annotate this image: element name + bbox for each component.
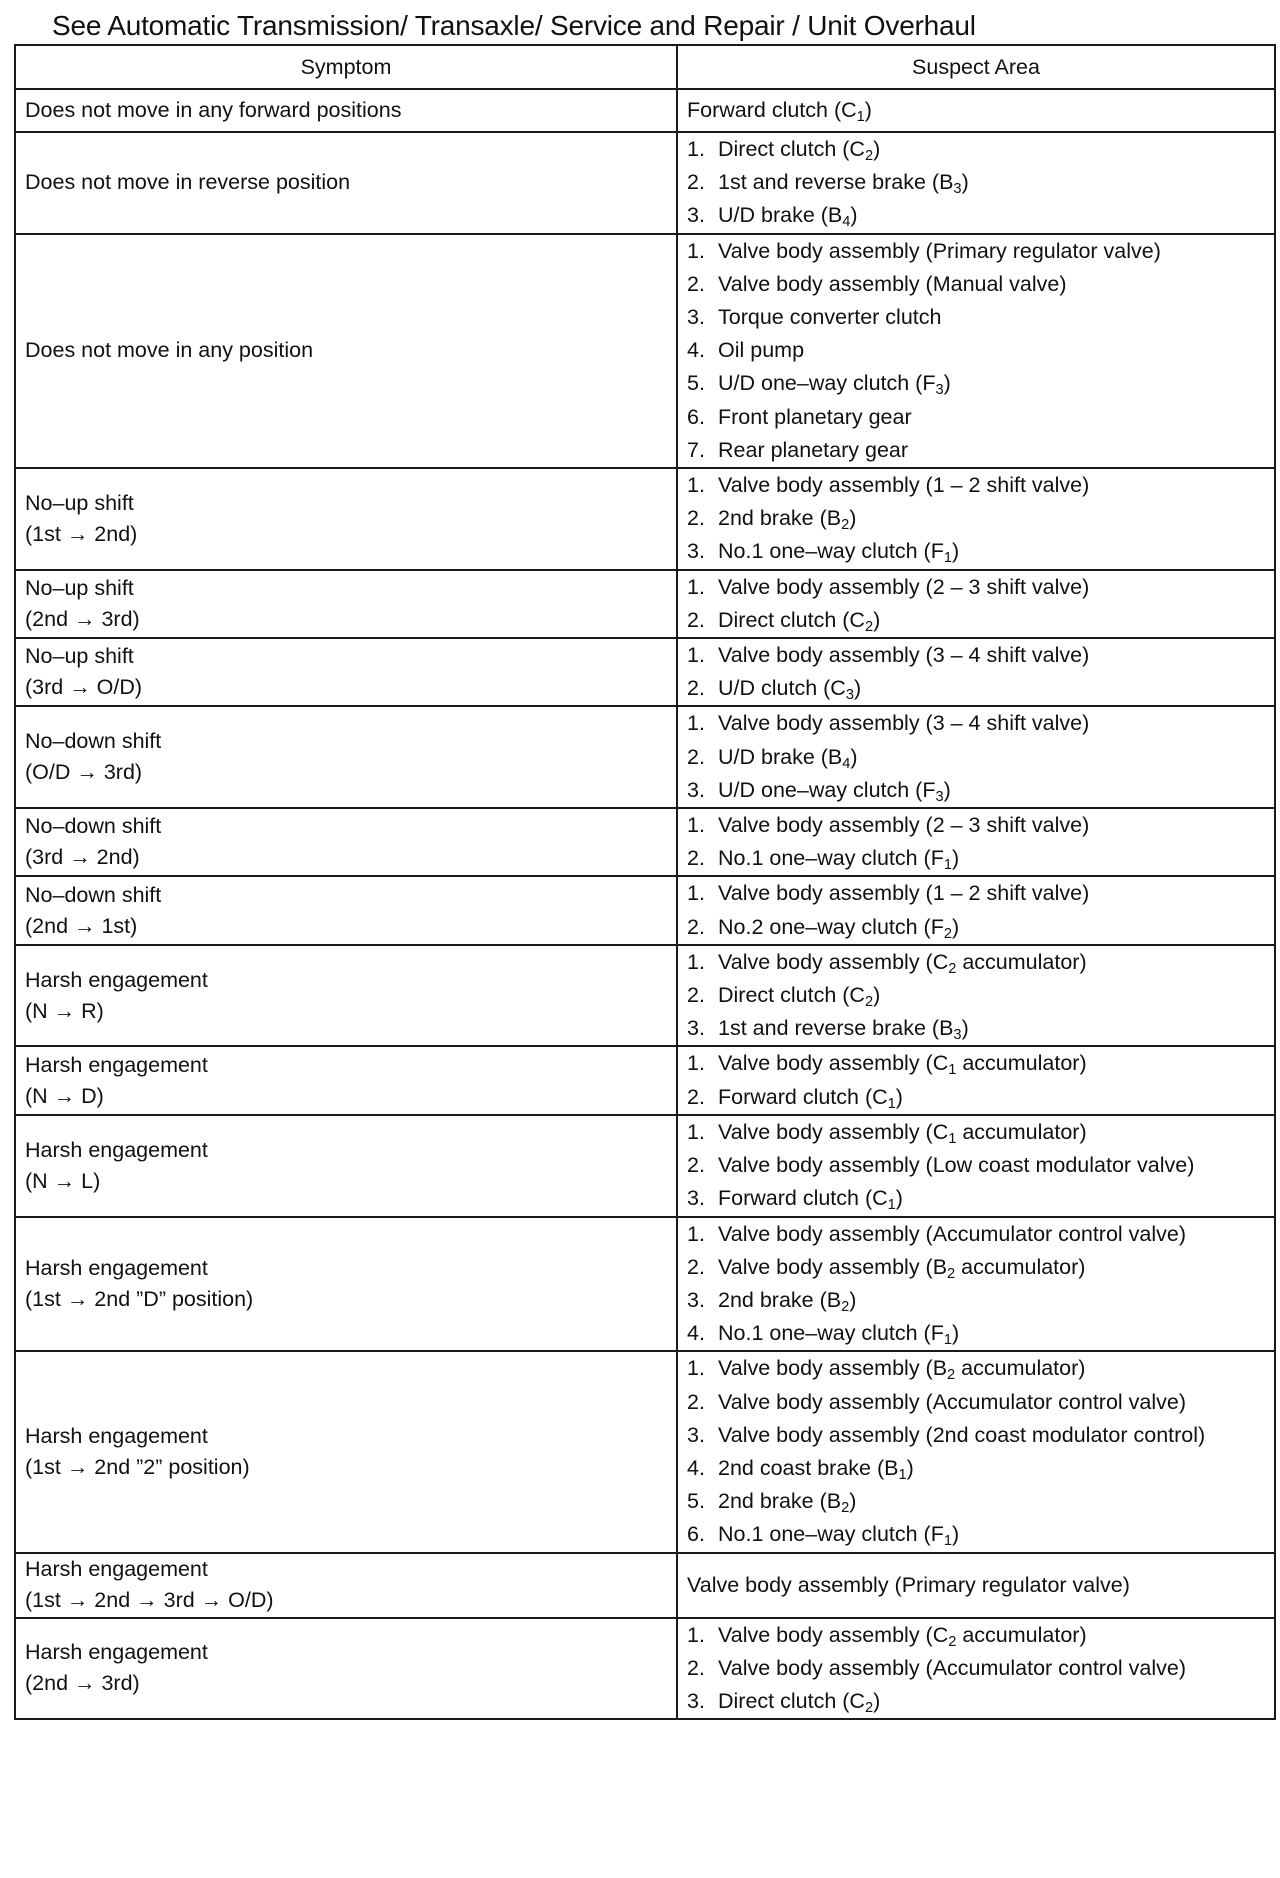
suspect-area-cell xyxy=(677,638,1275,706)
component-subscript: 1 xyxy=(948,1130,957,1147)
suspect-area-text: Oil pump xyxy=(718,338,805,363)
list-item-number: 2. xyxy=(687,846,705,871)
page-heading: See Automatic Transmission/ Transaxle/ Service and Repair / Unit Overhaul xyxy=(52,10,976,41)
suspect-area-list xyxy=(687,571,1274,637)
symptom-cell xyxy=(15,1046,677,1114)
table-row xyxy=(15,638,1275,706)
suspect-area-text-suffix: accumulator) xyxy=(955,1254,1086,1279)
list-item-number: 1. xyxy=(687,949,705,974)
symptom-text: No–down shift xyxy=(25,729,162,754)
list-item xyxy=(687,334,1274,367)
suspect-area-text: Valve body assembly (1 – 2 shift valve) xyxy=(718,881,1090,906)
suspect-area-list xyxy=(687,1218,1274,1351)
suspect-area-text: Valve body assembly (3 – 4 shift valve) xyxy=(718,643,1090,668)
suspect-area-text: No.2 one–way clutch (F xyxy=(718,914,944,939)
list-item-number: 1. xyxy=(687,1356,705,1381)
suspect-area-text-suffix: ) xyxy=(952,1522,960,1547)
suspect-area-cell xyxy=(677,1115,1275,1217)
suspect-area-text: U/D brake (B xyxy=(718,203,843,228)
symptom-cell xyxy=(15,234,677,468)
suspect-area-text-suffix: ) xyxy=(952,914,960,939)
list-item-number: 6. xyxy=(687,404,705,429)
list-item-number: 1. xyxy=(687,238,705,263)
list-item-number: 3. xyxy=(687,203,705,228)
table-row xyxy=(15,945,1275,1047)
list-item xyxy=(687,672,1274,705)
suspect-area-text: 2nd brake (B xyxy=(718,506,842,531)
list-item xyxy=(687,741,1274,774)
suspect-area-text-suffix: ) xyxy=(873,1688,881,1713)
suspect-area-text-suffix: ) xyxy=(943,371,951,396)
list-item-number: 7. xyxy=(687,437,705,462)
symptom-text: (2nd → 1st) xyxy=(25,913,138,938)
symptom-cell xyxy=(15,468,677,570)
suspect-area-cell xyxy=(677,1351,1275,1552)
symptom-text: Harsh engagement xyxy=(25,1423,208,1448)
component-subscript: 2 xyxy=(864,618,874,635)
symptom-text: Harsh engagement xyxy=(25,967,208,992)
component-subscript: 3 xyxy=(935,788,944,805)
list-item-number: 3. xyxy=(687,1688,705,1713)
symptom-text: Harsh engagement xyxy=(25,1137,208,1162)
list-item xyxy=(687,166,1274,199)
symptom-text: (3rd → O/D) xyxy=(25,675,143,700)
symptom-text: (N → D) xyxy=(25,1083,104,1108)
list-item xyxy=(687,1352,1274,1385)
list-item xyxy=(687,1317,1274,1350)
list-item xyxy=(687,1452,1274,1485)
table-row xyxy=(15,234,1275,468)
table-row xyxy=(15,132,1275,234)
list-item-number: 2. xyxy=(687,1254,705,1279)
suspect-area-text: Valve body assembly (Accumulator control valve) xyxy=(718,1655,1187,1680)
suspect-area-text: Valve body assembly (Accumulator control valve) xyxy=(718,1221,1187,1246)
symptom-text: (1st → 2nd → 3rd → O/D) xyxy=(25,1588,274,1613)
list-item-number: 2. xyxy=(687,1153,705,1178)
symptom-cell xyxy=(15,876,677,944)
suspect-area-cell xyxy=(677,706,1275,808)
table-row xyxy=(15,1553,1275,1618)
list-item xyxy=(687,469,1274,502)
suspect-area-list xyxy=(687,1352,1274,1551)
list-item-number: 2. xyxy=(687,607,705,632)
list-item xyxy=(687,639,1274,672)
list-item-number: 2. xyxy=(687,271,705,296)
suspect-area-text: 1st and reverse brake (B xyxy=(718,1016,954,1041)
list-item xyxy=(687,1182,1274,1215)
suspect-area-text-suffix: accumulator) xyxy=(956,949,1087,974)
symptom-text: (1st → 2nd ”2” position) xyxy=(25,1454,250,1479)
list-item-number: 3. xyxy=(687,539,705,564)
symptom-text: (3rd → 2nd) xyxy=(25,845,140,870)
suspect-area-text: Valve body assembly (3 – 4 shift valve) xyxy=(718,711,1090,736)
component-subscript: 2 xyxy=(947,1265,956,1282)
list-item xyxy=(687,1218,1274,1251)
symptom-text: (2nd → 3rd) xyxy=(25,606,140,631)
symptom-cell xyxy=(15,706,677,808)
suspect-area-text-suffix: ) xyxy=(952,539,960,564)
list-item-number: 2. xyxy=(687,744,705,769)
suspect-area-text-suffix: ) xyxy=(961,1016,969,1041)
list-item xyxy=(687,1685,1274,1718)
suspect-area-text-suffix: ) xyxy=(943,777,951,802)
list-item-number: 1. xyxy=(687,1221,705,1246)
list-item-number: 1. xyxy=(687,137,705,161)
suspect-area-text: Valve body assembly (Accumulator control valve) xyxy=(718,1389,1187,1414)
symptom-text: (N → R) xyxy=(25,998,104,1023)
list-item-number: 1. xyxy=(687,1051,705,1076)
list-item xyxy=(687,199,1274,232)
suspect-area-text: Valve body assembly (2nd coast modulator control) xyxy=(718,1422,1206,1447)
list-item-number: 3. xyxy=(687,305,705,330)
suspect-area-text-suffix: ) xyxy=(873,137,881,161)
component-subscript: 2 xyxy=(864,994,874,1011)
list-item xyxy=(687,401,1274,434)
list-item-number: 5. xyxy=(687,371,705,396)
suspect-area-text: Valve body assembly (2 – 3 shift valve) xyxy=(718,813,1090,838)
component-subscript: 2 xyxy=(864,148,874,164)
suspect-area-text-suffix: ) xyxy=(849,506,857,531)
suspect-area-cell xyxy=(677,1618,1275,1720)
diagnosis-table xyxy=(14,44,1276,1720)
suspect-area-line xyxy=(687,1569,1274,1602)
list-item xyxy=(687,877,1274,910)
suspect-area-text: 2nd brake (B xyxy=(718,1287,842,1312)
suspect-area-text: Valve body assembly (C xyxy=(718,1119,949,1144)
symptom-text: (O/D → 3rd) xyxy=(25,760,143,785)
list-item xyxy=(687,301,1274,334)
suspect-area-text-suffix: ) xyxy=(906,1455,914,1480)
suspect-area-text: Forward clutch (C xyxy=(718,1186,888,1211)
suspect-area-text: Direct clutch (C xyxy=(718,1688,865,1713)
table-row xyxy=(15,1618,1275,1720)
list-item xyxy=(687,979,1274,1012)
list-item xyxy=(687,774,1274,807)
symptom-text: No–down shift xyxy=(25,814,162,839)
suspect-area-text-suffix: ) xyxy=(873,983,881,1008)
component-subscript: 2 xyxy=(948,1633,957,1650)
suspect-area-text-suffix: accumulator) xyxy=(956,1622,1087,1647)
suspect-area-text: Front planetary gear xyxy=(718,404,912,429)
list-item-number: 1. xyxy=(687,711,705,736)
suspect-area-text: Valve body assembly (B xyxy=(718,1356,948,1381)
symptom-text: (1st → 2nd ”D” position) xyxy=(25,1286,254,1311)
list-item xyxy=(687,434,1274,467)
symptom-text: Harsh engagement xyxy=(25,1052,208,1077)
suspect-area-text: No.1 one–way clutch (F xyxy=(718,539,944,564)
list-item-number: 1. xyxy=(687,1622,705,1647)
component-subscript: 2 xyxy=(947,1367,956,1384)
component-subscript: 1 xyxy=(887,1095,896,1112)
suspect-area-text: Valve body assembly (2 – 3 shift valve) xyxy=(718,574,1090,599)
list-item-number: 6. xyxy=(687,1522,705,1547)
symptom-cell xyxy=(15,1115,677,1217)
list-item xyxy=(687,1012,1274,1045)
suspect-area-cell xyxy=(677,876,1275,944)
component-subscript: 3 xyxy=(935,382,944,399)
suspect-area-text: 1st and reverse brake (B xyxy=(718,170,954,195)
component-subscript: 2 xyxy=(841,517,850,534)
suspect-area-text: No.1 one–way clutch (F xyxy=(718,1522,944,1547)
suspect-area-text: Direct clutch (C xyxy=(718,607,865,632)
suspect-area-text: U/D one–way clutch (F xyxy=(718,371,936,396)
table-body xyxy=(15,89,1275,1719)
table-row xyxy=(15,89,1275,132)
suspect-area-text-suffix: accumulator) xyxy=(956,1051,1087,1076)
symptom-text: No–up shift xyxy=(25,575,134,600)
suspect-area-text: Valve body assembly (Primary regulator valve) xyxy=(718,238,1161,263)
symptom-cell xyxy=(15,638,677,706)
component-subscript: 1 xyxy=(943,1332,952,1349)
symptom-text: No–up shift xyxy=(25,644,134,669)
symptom-text: (1st → 2nd) xyxy=(25,521,138,546)
list-item xyxy=(687,1116,1274,1149)
symptom-cell xyxy=(15,1217,677,1352)
suspect-area-text-suffix: ) xyxy=(873,607,881,632)
suspect-area-cell xyxy=(677,234,1275,468)
suspect-area-text: Valve body assembly (C xyxy=(718,1051,949,1076)
suspect-area-column-header: Suspect Area xyxy=(677,45,1275,89)
list-item-number: 2. xyxy=(687,914,705,939)
suspect-area-cell xyxy=(677,1046,1275,1114)
suspect-area-text: Valve body assembly (Primary regulator valve) xyxy=(687,1572,1130,1597)
suspect-area-text-suffix: accumulator) xyxy=(955,1356,1086,1381)
list-item-number: 2. xyxy=(687,676,705,701)
symptom-cell xyxy=(15,1618,677,1720)
symptom-cell xyxy=(15,945,677,1047)
suspect-area-text: Direct clutch (C xyxy=(718,983,865,1008)
suspect-area-text-suffix: ) xyxy=(952,1321,960,1346)
component-subscript: 2 xyxy=(841,1500,850,1517)
table-row xyxy=(15,1115,1275,1217)
list-item xyxy=(687,707,1274,740)
list-item-number: 1. xyxy=(687,813,705,838)
list-item-number: 4. xyxy=(687,338,705,363)
symptom-text: Harsh engagement xyxy=(25,1640,208,1665)
list-item xyxy=(687,268,1274,301)
symptom-text: No–up shift xyxy=(25,490,134,515)
list-item xyxy=(687,1485,1274,1518)
list-item-number: 2. xyxy=(687,170,705,195)
component-subscript: 1 xyxy=(943,1533,952,1550)
table-row xyxy=(15,1046,1275,1114)
symptom-text: (2nd → 3rd) xyxy=(25,1671,140,1696)
symptom-column-header: Symptom xyxy=(15,45,677,89)
list-item xyxy=(687,1419,1274,1452)
list-item xyxy=(687,1047,1274,1080)
suspect-area-text: 2nd coast brake (B xyxy=(718,1455,899,1480)
suspect-area-text: Forward clutch (C xyxy=(687,98,857,122)
suspect-area-cell xyxy=(677,89,1275,132)
table-row xyxy=(15,1217,1275,1352)
suspect-area-cell xyxy=(677,570,1275,638)
suspect-area-cell xyxy=(677,1217,1275,1352)
suspect-area-list xyxy=(687,639,1274,705)
component-subscript: 1 xyxy=(948,1062,957,1079)
table-row xyxy=(15,876,1275,944)
suspect-area-list xyxy=(687,707,1274,807)
suspect-area-list xyxy=(687,809,1274,875)
list-item-number: 1. xyxy=(687,574,705,599)
suspect-area-cell xyxy=(677,1553,1275,1618)
symptom-text: Does not move in any position xyxy=(25,338,314,363)
list-item xyxy=(687,1081,1274,1114)
list-item-number: 3. xyxy=(687,1422,705,1447)
list-item-number: 2. xyxy=(687,506,705,531)
component-subscript: 1 xyxy=(856,109,865,125)
list-item xyxy=(687,502,1274,535)
suspect-area-text: U/D clutch (C xyxy=(718,676,846,701)
symptom-text: Harsh engagement xyxy=(25,1255,208,1280)
list-item-number: 2. xyxy=(687,1084,705,1109)
suspect-area-text: 2nd brake (B xyxy=(718,1489,842,1514)
component-subscript: 1 xyxy=(943,857,952,874)
list-item-number: 3. xyxy=(687,1186,705,1211)
symptom-text: Does not move in any forward positions xyxy=(25,98,402,122)
component-subscript: 2 xyxy=(948,960,957,977)
list-item xyxy=(687,133,1274,166)
suspect-area-text-suffix: ) xyxy=(853,676,862,701)
list-item-number: 2. xyxy=(687,1389,705,1414)
suspect-area-cell xyxy=(677,468,1275,570)
symptom-cell xyxy=(15,1351,677,1552)
symptom-text: No–down shift xyxy=(25,882,162,907)
component-subscript: 2 xyxy=(943,925,952,942)
suspect-area-list xyxy=(687,946,1274,1046)
list-item xyxy=(687,842,1274,875)
suspect-area-cell xyxy=(677,808,1275,876)
component-subscript: 4 xyxy=(842,214,851,231)
component-subscript: 2 xyxy=(841,1298,850,1315)
component-subscript: 1 xyxy=(943,550,952,567)
suspect-area-list xyxy=(687,1047,1274,1113)
list-item xyxy=(687,604,1274,637)
suspect-area-line xyxy=(687,94,1274,127)
suspect-area-text-suffix: ) xyxy=(850,744,858,769)
list-item-number: 1. xyxy=(687,881,705,906)
suspect-area-text-suffix: accumulator) xyxy=(956,1119,1087,1144)
suspect-area-list xyxy=(687,1619,1274,1719)
suspect-area-text: Torque converter clutch xyxy=(718,305,942,330)
suspect-area-text: Rear planetary gear xyxy=(718,437,909,462)
symptom-cell xyxy=(15,1553,677,1618)
list-item xyxy=(687,1284,1274,1317)
list-item xyxy=(687,946,1274,979)
suspect-area-list xyxy=(687,133,1274,233)
suspect-area-text: Valve body assembly (1 – 2 shift valve) xyxy=(718,473,1090,498)
suspect-area-text: Valve body assembly (C xyxy=(718,949,949,974)
symptom-cell xyxy=(15,132,677,234)
list-item xyxy=(687,911,1274,944)
suspect-area-text: Direct clutch (C xyxy=(718,137,865,161)
list-item xyxy=(687,1619,1274,1652)
list-item xyxy=(687,1652,1274,1685)
component-subscript: 3 xyxy=(953,181,962,198)
list-item xyxy=(687,571,1274,604)
symptom-text: Does not move in reverse position xyxy=(25,170,351,195)
component-subscript: 1 xyxy=(887,1197,896,1214)
list-item-number: 4. xyxy=(687,1455,705,1480)
suspect-area-list xyxy=(687,235,1274,467)
suspect-area-cell xyxy=(677,945,1275,1047)
suspect-area-list xyxy=(687,877,1274,943)
table-row xyxy=(15,808,1275,876)
table-row xyxy=(15,468,1275,570)
component-subscript: 4 xyxy=(842,755,851,772)
suspect-area-text: Valve body assembly (Low coast modulator valve) xyxy=(718,1153,1195,1178)
list-item-number: 1. xyxy=(687,643,705,668)
symptom-cell xyxy=(15,808,677,876)
table-header-row xyxy=(15,45,1275,89)
list-item-number: 3. xyxy=(687,1287,705,1312)
list-item-number: 5. xyxy=(687,1489,705,1514)
list-item xyxy=(687,1251,1274,1284)
list-item-number: 2. xyxy=(687,1655,705,1680)
list-item xyxy=(687,235,1274,268)
suspect-area-text-suffix: ) xyxy=(952,846,960,871)
suspect-area-text: U/D one–way clutch (F xyxy=(718,777,936,802)
list-item-number: 1. xyxy=(687,473,705,498)
list-item xyxy=(687,367,1274,400)
list-item-number: 2. xyxy=(687,983,705,1008)
list-item xyxy=(687,809,1274,842)
list-item xyxy=(687,535,1274,568)
suspect-area-text-suffix: ) xyxy=(961,170,969,195)
list-item xyxy=(687,1386,1274,1419)
suspect-area-text: No.1 one–way clutch (F xyxy=(718,846,944,871)
suspect-area-text-suffix: ) xyxy=(849,1287,857,1312)
suspect-area-text-suffix: ) xyxy=(864,98,872,122)
component-subscript: 3 xyxy=(845,687,854,704)
component-subscript: 1 xyxy=(898,1466,907,1483)
suspect-area-text: U/D brake (B xyxy=(718,744,843,769)
suspect-area-text: Valve body assembly (Manual valve) xyxy=(718,271,1067,296)
suspect-area-text-suffix: ) xyxy=(850,203,858,228)
table-row xyxy=(15,1351,1275,1552)
component-subscript: 2 xyxy=(864,1699,874,1716)
suspect-area-text: No.1 one–way clutch (F xyxy=(718,1321,944,1346)
suspect-area-list xyxy=(687,1116,1274,1216)
suspect-area-list xyxy=(687,469,1274,569)
list-item-number: 3. xyxy=(687,777,705,802)
suspect-area-text-suffix: ) xyxy=(895,1186,903,1211)
list-item-number: 1. xyxy=(687,1119,705,1144)
suspect-area-text-suffix: ) xyxy=(895,1084,903,1109)
table-row xyxy=(15,706,1275,808)
suspect-area-text: Forward clutch (C xyxy=(718,1084,888,1109)
suspect-area-cell xyxy=(677,132,1275,234)
symptom-cell xyxy=(15,570,677,638)
list-item-number: 3. xyxy=(687,1016,705,1041)
table-row xyxy=(15,570,1275,638)
list-item xyxy=(687,1149,1274,1182)
suspect-area-text: Valve body assembly (B xyxy=(718,1254,948,1279)
symptom-text: Harsh engagement xyxy=(25,1557,208,1582)
list-item xyxy=(687,1518,1274,1551)
symptom-cell xyxy=(15,89,677,132)
symptom-text: (N → L) xyxy=(25,1168,101,1193)
suspect-area-text-suffix: ) xyxy=(849,1489,857,1514)
list-item-number: 4. xyxy=(687,1321,705,1346)
suspect-area-text: Valve body assembly (C xyxy=(718,1622,949,1647)
component-subscript: 3 xyxy=(953,1027,962,1044)
